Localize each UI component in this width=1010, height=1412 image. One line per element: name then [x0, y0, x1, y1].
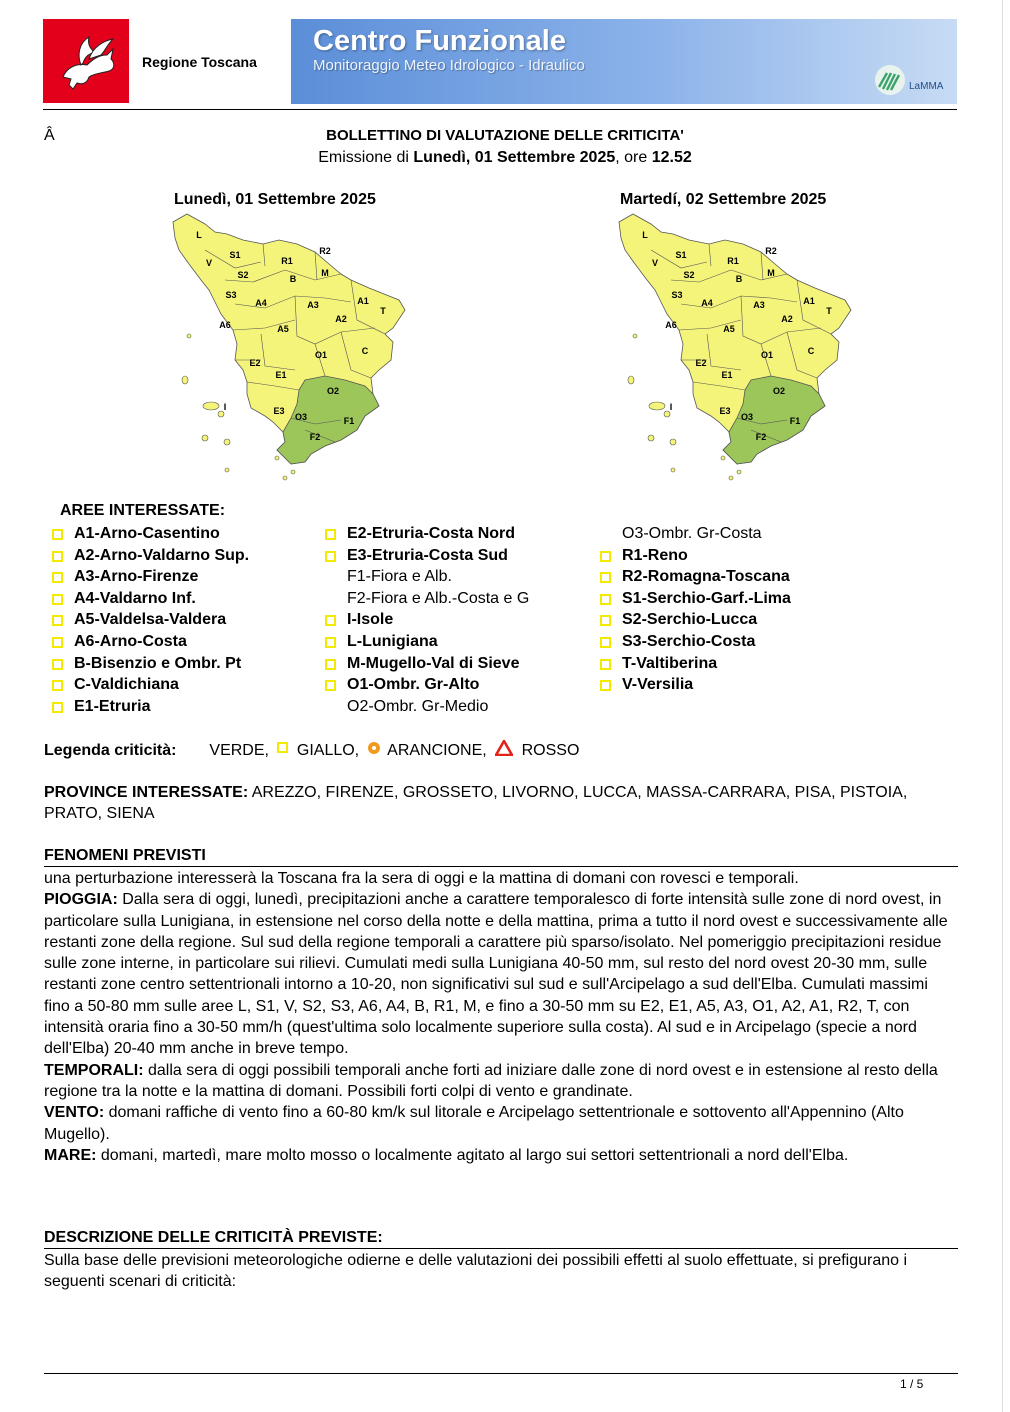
area-item	[317, 674, 592, 696]
area-label: O2-Ombr. Gr-Medio	[347, 697, 489, 715]
yellow-alert-square-icon	[600, 637, 611, 648]
area-item	[44, 545, 314, 567]
vento-text: domani raffiche di vento fino a 60-80 km/k sul litorale e Arcipelago settentrionale e sottovento all'Appennino (Alto Mugello).	[44, 1104, 904, 1143]
area-item	[592, 631, 892, 653]
header-divider	[43, 109, 957, 110]
area-label: T-Valtiberina	[622, 654, 718, 672]
pegasus-icon	[43, 19, 129, 103]
legend-verde: VERDE,	[209, 742, 269, 759]
zone-label: A2	[781, 314, 793, 324]
emission-line	[0, 149, 1010, 167]
island	[283, 476, 287, 480]
lamma-swoosh-icon	[873, 63, 907, 97]
mare-label: MARE:	[44, 1146, 97, 1164]
area-label: E2-Etruria-Costa Nord	[347, 525, 516, 542]
region-name: Regione Toscana	[142, 54, 257, 70]
province-list: AREZZO, FIRENZE, GROSSETO, LIVORNO, LUCCA, MASSA-CARRARA, PISA, PISTOIA, PRATO, SIENA	[44, 784, 908, 822]
aree-column-3	[592, 523, 892, 696]
area-label: S1-Serchio-Garf.-Lima	[622, 589, 791, 607]
zone-label: M	[321, 268, 329, 278]
area-item	[44, 566, 314, 588]
area-item	[317, 696, 592, 718]
island	[275, 456, 279, 460]
area-label: O1-Ombr. Gr-Alto	[347, 676, 480, 694]
area-label: I-Isole	[347, 611, 394, 629]
descrizione-divider	[44, 1248, 958, 1249]
emission-mid: , ore	[615, 149, 652, 166]
zone-label: B	[289, 274, 297, 284]
zone-label: E2	[695, 358, 707, 368]
zone-label: E3	[273, 406, 285, 416]
yellow-alert-square-icon	[52, 659, 63, 670]
legend-arancione: ARANCIONE,	[387, 742, 487, 759]
zone-label: S3	[671, 290, 683, 300]
area-label: A5-Valdelsa-Valdera	[74, 611, 227, 629]
aree-title: AREE INTERESSATE:	[60, 502, 226, 519]
zone-label: M	[767, 268, 775, 278]
yellow-alert-square-icon	[600, 551, 611, 562]
yellow-alert-square-icon	[52, 615, 63, 626]
fenomeni-intro: una perturbazione interesserà la Toscana fra la sera di oggi e la mattina di domani con rovesci e temporali.	[44, 870, 799, 887]
criticality-map-day2	[611, 210, 861, 490]
yellow-alert-square-icon	[600, 615, 611, 626]
area-item	[317, 588, 592, 610]
yellow-alert-square-icon	[600, 572, 611, 583]
zone-label: F2	[309, 432, 321, 442]
zone-label: V	[651, 258, 659, 268]
yellow-alert-square-icon	[600, 680, 611, 691]
map-title-day1: Lunedì, 01 Settembre 2025	[174, 191, 376, 208]
island	[225, 468, 229, 472]
area-label: L-Lunigiana	[347, 632, 438, 650]
area-item	[44, 588, 314, 610]
legend	[44, 740, 579, 760]
legend-title: Legenda criticità:	[44, 742, 177, 759]
province-interessate	[44, 782, 958, 824]
zone-label: T	[826, 306, 832, 316]
area-item	[317, 545, 592, 567]
area-item	[317, 566, 592, 588]
area-item	[592, 588, 892, 610]
yellow-alert-square-icon	[600, 594, 611, 605]
zone-label: O1	[314, 350, 328, 360]
zone-label: E2	[249, 358, 261, 368]
orange-circle-icon	[368, 742, 380, 754]
legend-giallo: GIALLO,	[296, 742, 360, 759]
area-label: A2-Arno-Valdarno Sup.	[74, 546, 250, 564]
zone-label: C	[361, 346, 369, 356]
island	[649, 402, 665, 410]
bulletin-title: BOLLETTINO DI VALUTAZIONE DELLE CRITICITA'	[326, 127, 684, 144]
yellow-alert-square-icon	[52, 637, 63, 648]
emission-prefix: Emissione di	[318, 149, 414, 166]
zone-label: A4	[255, 298, 267, 308]
yellow-alert-square-icon	[52, 594, 63, 605]
zone-label: R1	[727, 256, 739, 266]
zone-label: E1	[275, 370, 287, 380]
area-label: R2-Romagna-Toscana	[622, 568, 790, 586]
island	[729, 476, 733, 480]
regione-toscana-logo	[43, 19, 129, 103]
area-label: M-Mugello-Val di Sieve	[347, 654, 520, 672]
zone-label: A5	[277, 324, 289, 334]
pioggia-label: PIOGGIA:	[44, 891, 118, 909]
zone-label: A4	[701, 298, 713, 308]
area-item	[44, 523, 314, 545]
area-label: F1-Fiora e Alb.	[347, 568, 452, 586]
island	[633, 334, 637, 338]
zone-label: F1	[789, 416, 801, 426]
zone-label: I	[669, 402, 673, 412]
red-triangle-icon	[495, 740, 513, 756]
area-item	[592, 674, 892, 696]
area-item	[317, 631, 592, 653]
island	[187, 334, 191, 338]
criticality-map-day1	[165, 210, 415, 490]
area-label: A1-Arno-Casentino	[74, 525, 220, 542]
temporali-label: TEMPORALI:	[44, 1061, 144, 1079]
descrizione-title: DESCRIZIONE DELLE CRITICITÀ PREVISTE:	[44, 1229, 383, 1246]
area-label: B-Bisenzio e Ombr. Pt	[74, 654, 242, 672]
yellow-alert-square-icon	[600, 659, 611, 670]
zone-label: A2	[335, 314, 347, 324]
area-item	[317, 523, 592, 545]
banner-title: Centro Funzionale	[313, 25, 566, 57]
zone-label: O3	[294, 412, 308, 422]
zone-label: A5	[723, 324, 735, 334]
area-item	[317, 609, 592, 631]
zone-label: R2	[319, 246, 331, 256]
zone-label: E3	[719, 406, 731, 416]
zone-label: S3	[225, 290, 237, 300]
pioggia-text: Dalla sera di oggi, lunedì, precipitazioni anche a carattere temporalesco di forte intensità sulle zone di nord ovest, in particolare sulla Lunigiana, in estensione nel corso della notte e della mattina, prima a tutto il nord ovest e successivamente alle restanti zone della regione. Sul sud della regione temporali a carattere più sparso/isolato. Nel pomeriggio precipitazioni residue sulle zone interne, in particolare sui rilievi. Cumulati medi sulla Lunigiana 40-50 mm, sul resto del nord ovest 20-30 mm, sulle restanti zone centro settentrionali intorno a 10-20, non significativi sul sud e sull'Arcipelago a sud dell'Elba. Cumulati massimi fino a 50-80 mm sulle aree L, S1, V, S2, S3, A6, A4, B, R1, M, e fino a 30-50 mm su E2, E1, A5, A3, O1, A2, A1, R2, T, con intensità oraria fino a 30-50 mm/h (quest'ultima solo localmente superiore sulla costa). Al sud e in Arcipelago (specie a nord dell'Elba) 20-40 mm anche in breve tempo.	[44, 891, 948, 1058]
island	[721, 456, 725, 460]
yellow-alert-square-icon	[52, 551, 63, 562]
zone-label: A1	[357, 296, 369, 306]
yellow-alert-square-icon	[52, 680, 63, 691]
yellow-alert-square-icon	[52, 572, 63, 583]
banner-subtitle: Monitoraggio Meteo Idrologico - Idraulico	[313, 57, 585, 74]
zone-label: O3	[740, 412, 754, 422]
zone-label: A3	[753, 300, 765, 310]
area-label: S3-Serchio-Costa	[622, 632, 756, 650]
vento-label: VENTO:	[44, 1104, 105, 1122]
zone-label: F1	[343, 416, 355, 426]
yellow-alert-square-icon	[325, 615, 336, 626]
fenomeni-divider	[44, 866, 958, 867]
yellow-alert-square-icon	[325, 680, 336, 691]
yellow-alert-square-icon	[52, 529, 63, 540]
fenomeni-body	[44, 868, 958, 1166]
area-label: O3-Ombr. Gr-Costa	[622, 525, 762, 542]
island	[202, 435, 208, 441]
fenomeni-mare	[44, 1145, 958, 1166]
area-label: F2-Fiora e Alb.-Costa e G	[347, 589, 530, 607]
yellow-alert-square-icon	[325, 551, 336, 562]
zone-label: C	[807, 346, 815, 356]
zone-label: A3	[307, 300, 319, 310]
island	[224, 439, 230, 445]
area-item	[592, 609, 892, 631]
map-title-day2: Martedí, 02 Settembre 2025	[620, 191, 827, 208]
area-item	[592, 545, 892, 567]
footer-divider	[44, 1373, 958, 1374]
province-label: PROVINCE INTERESSATE:	[44, 784, 249, 801]
zone-label: O2	[772, 386, 786, 396]
zone-label: B	[735, 274, 743, 284]
zone-label: I	[223, 402, 227, 412]
aree-column-2	[317, 523, 592, 717]
page-edge	[1002, 0, 1003, 1412]
fenomeni-vento	[44, 1102, 958, 1145]
area-item	[44, 696, 314, 718]
island	[182, 376, 188, 384]
area-item	[592, 566, 892, 588]
centro-funzionale-banner	[291, 19, 957, 104]
zone-label: F2	[755, 432, 767, 442]
area-label: E3-Etruria-Costa Sud	[347, 546, 508, 564]
stray-character: Â	[44, 127, 55, 144]
fenomeni-pioggia	[44, 889, 958, 1059]
zone-label: R2	[765, 246, 777, 256]
area-label: V-Versilia	[622, 676, 694, 694]
island	[670, 439, 676, 445]
yellow-alert-square-icon	[52, 702, 63, 713]
island	[671, 468, 675, 472]
fenomeni-temporali	[44, 1060, 958, 1103]
mare-text: domani, martedì, mare molto mosso o localmente agitato al largo sui settori settentrionali a nord dell'Elba.	[96, 1146, 849, 1164]
emission-time: 12.52	[651, 149, 692, 166]
zone-label: A6	[219, 320, 231, 330]
zone-label: S2	[683, 270, 695, 280]
area-item	[317, 653, 592, 675]
aree-column-1	[44, 523, 314, 717]
area-label: E1-Etruria	[74, 697, 151, 715]
island	[737, 470, 741, 474]
area-item	[44, 674, 314, 696]
zone-label: T	[380, 306, 386, 316]
area-label: S2-Serchio-Lucca	[622, 611, 758, 629]
area-item	[44, 631, 314, 653]
area-label: R1-Reno	[622, 546, 688, 564]
zone-label: V	[205, 258, 213, 268]
area-label: A3-Arno-Firenze	[74, 568, 199, 586]
area-label: C-Valdichiana	[74, 676, 179, 694]
zone-label: O1	[760, 350, 774, 360]
zone-label: S1	[229, 250, 241, 260]
temporali-text: dalla sera di oggi possibili temporali anche forti ad iniziare dalle zone di nord ovest e in estensione al resto della regione tra la notte e la mattina di domani. Possibili forti colpi di vento e grandinate.	[44, 1061, 938, 1100]
yellow-alert-square-icon	[325, 659, 336, 670]
zone-label: L	[642, 230, 648, 240]
yellow-square-icon	[277, 742, 288, 753]
island	[648, 435, 654, 441]
emission-date: Lunedì, 01 Settembre 2025	[413, 149, 616, 166]
zone-label: S1	[675, 250, 687, 260]
zone-label: R1	[281, 256, 293, 266]
zone-label: O2	[326, 386, 340, 396]
descrizione-text: Sulla base delle previsioni meteorologiche odierne e delle valutazioni dei possibili effetti al suolo effettuate, si prefigurano i seguenti scenari di criticità:	[44, 1252, 908, 1290]
lamma-logo	[873, 63, 949, 99]
zone-label: L	[196, 230, 202, 240]
zone-label: S2	[237, 270, 249, 280]
fenomeni-title: FENOMENI PREVISTI	[44, 847, 206, 864]
zone-label: E1	[721, 370, 733, 380]
area-item	[592, 523, 892, 545]
area-label: A4-Valdarno Inf.	[74, 589, 196, 607]
area-label: A6-Arno-Costa	[74, 632, 187, 650]
yellow-alert-square-icon	[325, 529, 336, 540]
legend-rosso: ROSSO	[521, 742, 580, 759]
lamma-label: LaMMA	[909, 81, 944, 92]
island	[628, 376, 634, 384]
area-item	[44, 609, 314, 631]
yellow-alert-square-icon	[325, 637, 336, 648]
area-item	[592, 653, 892, 675]
island	[203, 402, 219, 410]
area-item	[44, 653, 314, 675]
island	[291, 470, 295, 474]
page-number: 1 / 5	[900, 1377, 924, 1391]
zone-label: A6	[665, 320, 677, 330]
zone-label: A1	[803, 296, 815, 306]
